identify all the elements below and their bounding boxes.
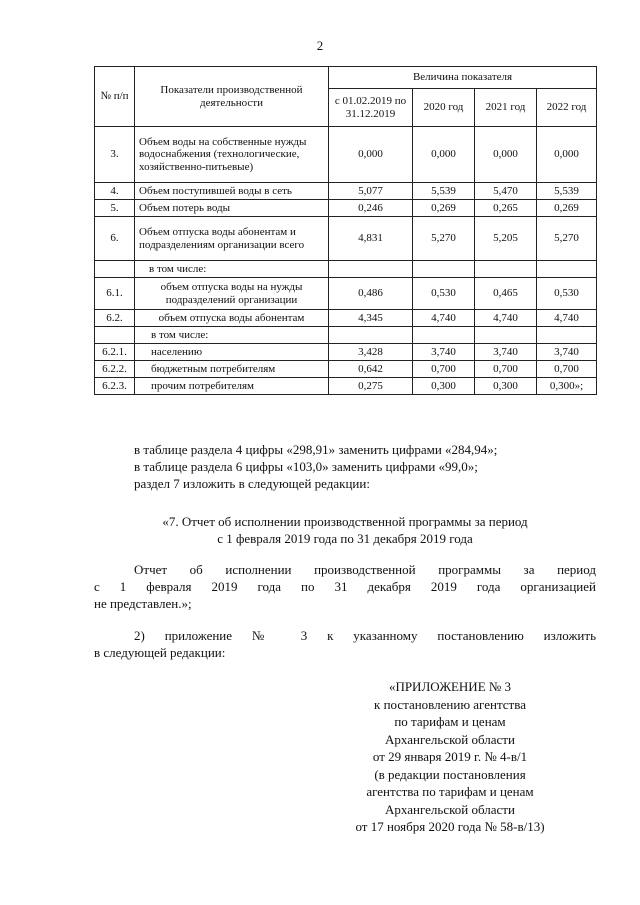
row-num: 6.2.2. — [95, 361, 135, 378]
row-value: 5,205 — [475, 217, 537, 261]
row-value: 5,077 — [329, 183, 413, 200]
row-value: 0,700 — [413, 361, 475, 378]
section7-title-line: с 1 февраля 2019 года по 31 декабря 2019 года — [217, 531, 473, 546]
row-value: 0,246 — [329, 200, 413, 217]
row-value: 5,270 — [537, 217, 597, 261]
row-num: 6.1. — [95, 278, 135, 310]
appendix-line: по тарифам и ценам — [394, 714, 506, 729]
row-value: 3,740 — [475, 344, 537, 361]
row-value: 0,700 — [537, 361, 597, 378]
indicators-table — [94, 66, 597, 395]
row-name: Объем потерь воды — [135, 200, 329, 217]
row-value: 0,000 — [475, 127, 537, 183]
table-row — [95, 183, 597, 200]
table-row — [95, 127, 597, 183]
row-name: населению — [135, 344, 329, 361]
row-value: 0,530 — [413, 278, 475, 310]
row-value: 0,530 — [537, 278, 597, 310]
row-num: 6.2.1. — [95, 344, 135, 361]
item2-block — [94, 627, 596, 661]
row-value — [413, 327, 475, 344]
row-value: 4,345 — [329, 310, 413, 327]
appendix-line: Архангельской области — [385, 731, 515, 747]
row-value: 3,740 — [413, 344, 475, 361]
table-row — [95, 217, 597, 261]
section7-title — [94, 513, 596, 547]
row-value: 0,300 — [413, 378, 475, 395]
appendix-header — [340, 678, 560, 836]
row-value: 5,539 — [537, 183, 597, 200]
row-value: 5,270 — [413, 217, 475, 261]
amendment-line: в таблице раздела 6 цифры «103,0» заменить цифрами «99,0»; — [134, 459, 478, 474]
row-value — [475, 327, 537, 344]
appendix-line: от 17 ноября 2020 года № 58-в/13) — [355, 819, 545, 834]
row-name: объем отпуска воды абонентам — [135, 310, 329, 327]
row-num — [95, 327, 135, 344]
row-name: объем отпуска воды на нужды подразделений организации — [135, 278, 329, 310]
amendments-block — [94, 441, 596, 492]
page-number: 2 — [316, 38, 324, 53]
row-value: 0,269 — [537, 200, 597, 217]
section7-title-line: «7. Отчет об исполнении производственной программы за период — [162, 514, 528, 529]
table-row — [95, 327, 597, 344]
row-num: 6.2. — [95, 310, 135, 327]
row-value: 0,275 — [329, 378, 413, 395]
table-row — [95, 344, 597, 361]
row-num: 6. — [95, 217, 135, 261]
section7-text-line: не представлен.»; — [94, 596, 192, 611]
header-period: 2021 год — [475, 89, 537, 127]
table-row — [95, 361, 597, 378]
row-value: 0,465 — [475, 278, 537, 310]
row-value: 0,000 — [537, 127, 597, 183]
row-num: 6.2.3. — [95, 378, 135, 395]
row-value: 0,486 — [329, 278, 413, 310]
row-num: 4. — [95, 183, 135, 200]
table-row — [95, 278, 597, 310]
row-value: 0,269 — [413, 200, 475, 217]
item2-line: 2) приложение № 3 к указанному постановлению изложить — [134, 628, 596, 643]
row-value — [329, 261, 413, 278]
section7-text-line: с 1 февраля 2019 года по 31 декабря 2019 года организацией — [94, 579, 596, 594]
row-name: Объем отпуска воды абонентам и подразделениям организации всего — [135, 217, 329, 261]
row-num — [95, 261, 135, 278]
row-value: 0,300 — [475, 378, 537, 395]
section7-text-line: Отчет об исполнении производственной программы за период — [134, 562, 596, 577]
row-name: в том числе: — [135, 261, 329, 278]
row-value: 4,740 — [413, 310, 475, 327]
row-value: 5,539 — [413, 183, 475, 200]
row-value — [329, 327, 413, 344]
row-value — [413, 261, 475, 278]
header-period: 2022 год — [537, 89, 597, 127]
row-num: 5. — [95, 200, 135, 217]
row-value: 0,265 — [475, 200, 537, 217]
row-value: 4,740 — [475, 310, 537, 327]
appendix-line: «ПРИЛОЖЕНИЕ № 3 — [388, 679, 512, 694]
table-row — [95, 310, 597, 327]
table-row — [95, 378, 597, 395]
item2-line: в следующей редакции: — [94, 645, 226, 660]
header-num: № п/п — [95, 67, 135, 127]
row-value: 3,428 — [329, 344, 413, 361]
row-value: 0,700 — [475, 361, 537, 378]
appendix-line: от 29 января 2019 г. № 4-в/1 — [372, 749, 528, 764]
table-row — [95, 261, 597, 278]
row-num: 3. — [95, 127, 135, 183]
header-value-group: Величина показателя — [329, 67, 597, 89]
header-period: 2020 год — [413, 89, 475, 127]
row-name: Объем воды на собственные нужды водоснабжения (технологические, хозяйственно-питьевые) — [135, 127, 329, 183]
table-row — [95, 200, 597, 217]
row-value: 4,740 — [537, 310, 597, 327]
header-period: с 01.02.2019 по 31.12.2019 — [329, 89, 413, 127]
appendix-line: агентства по тарифам и ценам — [366, 784, 534, 799]
appendix-line: Архангельской области — [385, 801, 515, 817]
appendix-line: к постановлению агентства — [374, 696, 526, 712]
row-value: 0,300»; — [537, 378, 597, 395]
row-value: 0,000 — [413, 127, 475, 183]
section7-text — [94, 561, 596, 612]
row-value — [537, 327, 597, 344]
row-name: в том числе: — [135, 327, 329, 344]
row-value: 3,740 — [537, 344, 597, 361]
row-name: прочим потребителям — [135, 378, 329, 395]
amendment-line: раздел 7 изложить в следующей редакции: — [134, 476, 370, 491]
row-value: 5,470 — [475, 183, 537, 200]
row-value — [537, 261, 597, 278]
row-value — [475, 261, 537, 278]
row-name: Объем поступившей воды в сеть — [135, 183, 329, 200]
row-value: 0,000 — [329, 127, 413, 183]
row-name: бюджетным потребителям — [135, 361, 329, 378]
row-value: 0,642 — [329, 361, 413, 378]
header-indicator: Показатели производственной деятельности — [135, 67, 329, 127]
row-value: 4,831 — [329, 217, 413, 261]
appendix-line: (в редакции постановления — [374, 766, 526, 782]
amendment-line: в таблице раздела 4 цифры «298,91» заменить цифрами «284,94»; — [134, 442, 498, 457]
